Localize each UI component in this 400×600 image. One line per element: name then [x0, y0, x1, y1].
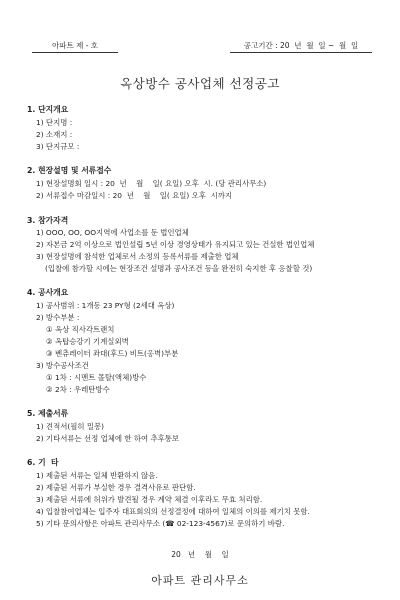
construction-scope-line: 1) 공사범위 : 1개동 23 PY형 (2세대 옥상) — [36, 301, 175, 310]
misc-item: 2) 제출된 서류가 부실한 경우 결격사유로 판단함. — [36, 483, 196, 492]
page-title: 옥상방수 공사업체 선정공고 — [120, 76, 280, 91]
notice-date: 20 년 월 일 — [171, 550, 229, 559]
misc-item: 4) 입찰참여업체는 입주자 대표회의의 선정결정에 대하여 일체의 이의를 제기치 못함. — [36, 507, 310, 516]
issuer-office: 아파트 관리사무소 — [151, 574, 249, 587]
waterproof-conditions-line: 3) 방수공사조건 — [36, 361, 89, 370]
section-title-documents: 5. 제출서류 — [27, 409, 69, 418]
complex-size-line: 3) 단지규모 : — [36, 142, 80, 151]
waterproof-condition-item: ② 2차 : 우레탄방수 — [46, 385, 110, 394]
section-title-misc: 6. 기 타 — [27, 458, 59, 467]
waterproof-part-item: ② 옥탑승강기 기계실외벽 — [46, 337, 129, 346]
section-title-briefing: 2. 현장설명 및 서류접수 — [27, 166, 112, 175]
section-title-construction-overview: 4. 공사개요 — [27, 288, 69, 297]
misc-item: 1) 제출된 서류는 일체 반환하지 않음. — [36, 471, 158, 480]
waterproof-parts-line: 2) 방수부분 : — [36, 313, 80, 322]
briefing-datetime-line: 1) 현장설명회 일시 : 20 년 월 일( 요일) 오후 시. (당 관리사무소) — [36, 179, 267, 188]
misc-contact-item: 5) 기타 문의사항은 아파트 관리사무소 (☎ 02-123-4567)로 문의하기 바람. — [36, 519, 285, 528]
submission-deadline-line: 2) 서류접수 마감일시 : 20 년 월 일( 요일) 오후 시까지 — [36, 191, 233, 200]
document-item: 2) 기타서류는 선정 업체에 한 하여 추후통보 — [36, 434, 180, 443]
eligibility-item: 1) OOO, OO, OO지역에 사업소를 둔 법인업체 — [36, 228, 189, 237]
eligibility-item: 3) 현장설명에 참석한 업체로서 소정의 등록서류를 제출한 업체 — [36, 252, 239, 261]
eligibility-note: (입찰에 참가할 시에는 현장조건 설명과 공사조건 등을 완전히 숙지한 후 응찰할 것) — [45, 264, 313, 273]
complex-name-line: 1) 단지명 : — [36, 118, 73, 127]
document-number: 아파트 제 - 호 — [32, 40, 118, 53]
section-title-complex-overview: 1. 단지개요 — [27, 105, 69, 114]
waterproof-condition-item: ① 1차 : 시멘트 몰탈(액체)방수 — [46, 373, 147, 382]
notice-period: 공고기간 : 20 년 월 일 ~ 월 일 — [230, 40, 372, 53]
address-line: 2) 소재지 : — [36, 130, 73, 139]
waterproof-part-item: ③ 벤츄레이터 좌대(후드) 비트(옹벽)부분 — [46, 349, 179, 358]
section-title-eligibility: 3. 참가자격 — [27, 216, 69, 225]
misc-item: 3) 제출된 서류에 허위가 발견될 경우 계약 체결 이후라도 무효 처리함. — [36, 495, 263, 504]
document-item: 1) 견적서(필히 밀봉) — [36, 422, 105, 431]
waterproof-part-item: ① 옥상 직사각트랜치 — [46, 325, 115, 334]
eligibility-item: 2) 자본금 2억 이상으로 법인설립 5년 이상 경영상태가 유지되고 있는 건실한 법인업체 — [36, 240, 315, 249]
